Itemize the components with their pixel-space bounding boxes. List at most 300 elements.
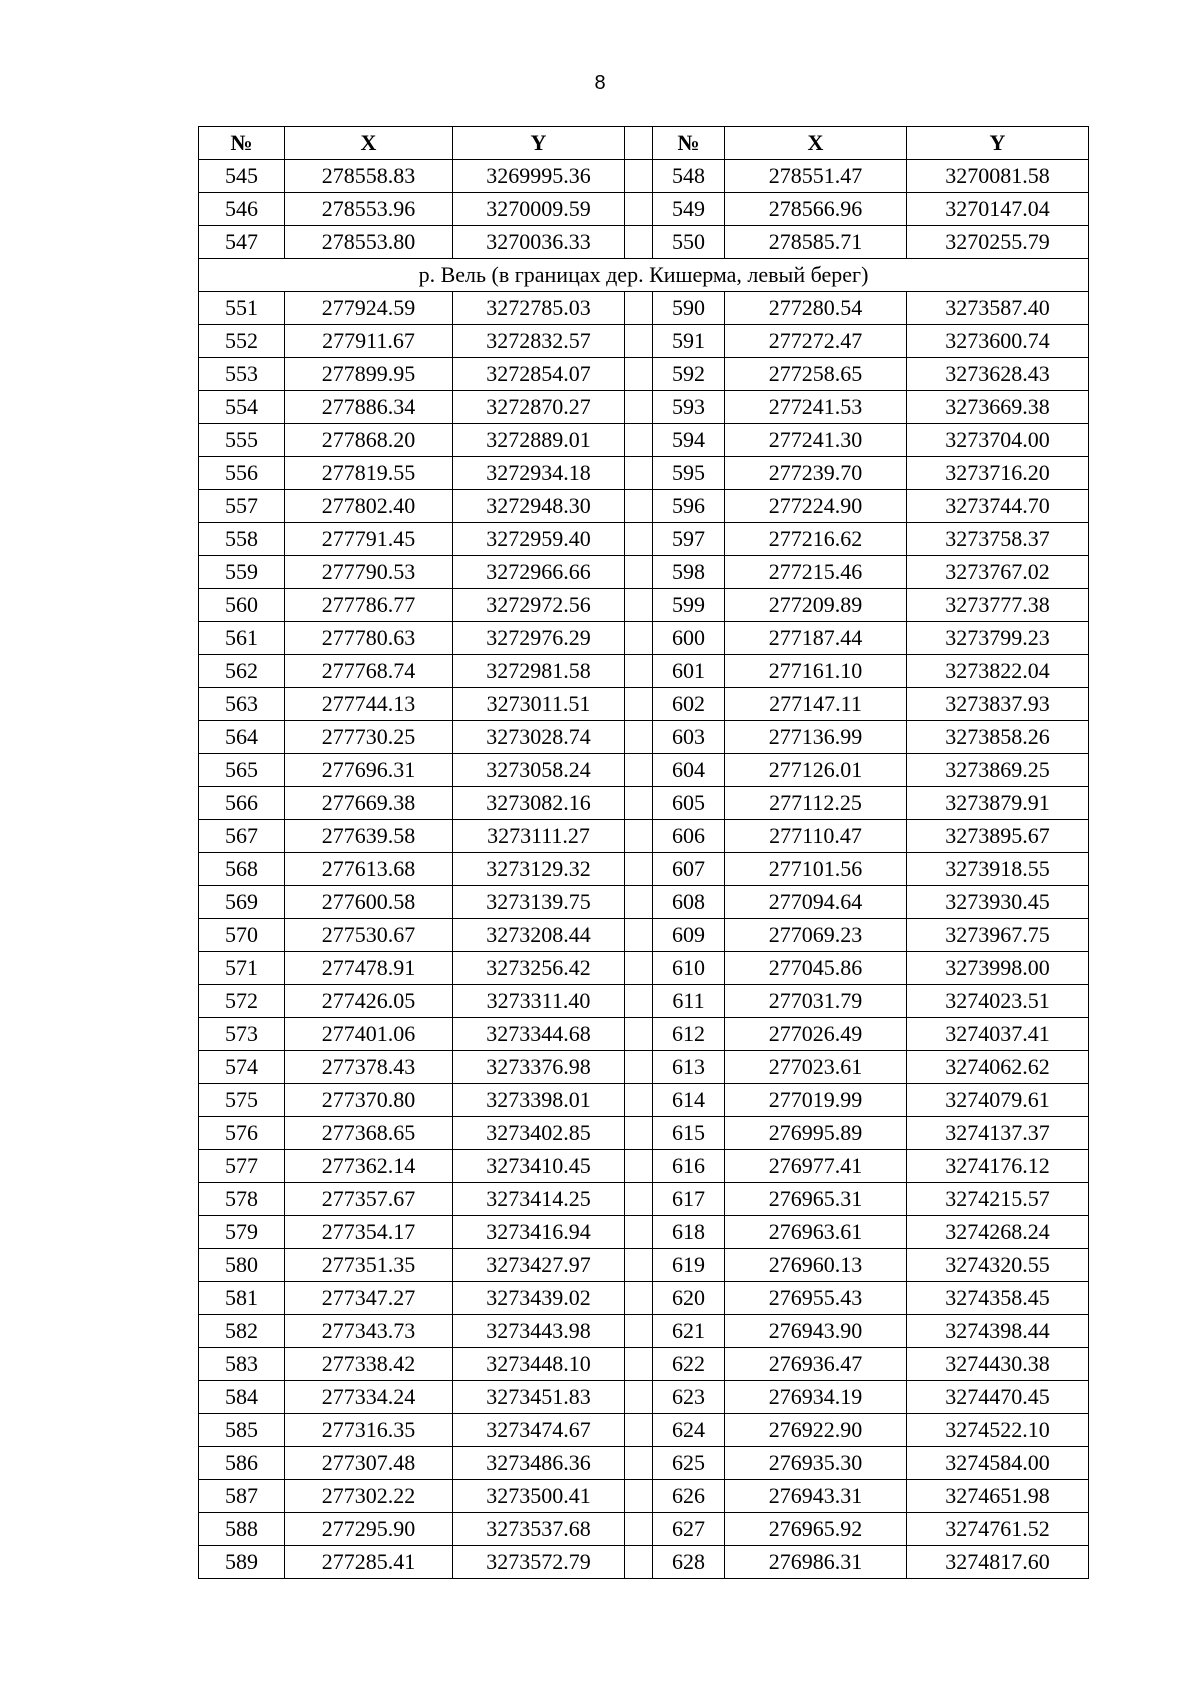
x-left: 277639.58	[285, 820, 453, 853]
point-num-right: 590	[653, 292, 725, 325]
y-left: 3273111.27	[453, 820, 625, 853]
y-left: 3272934.18	[453, 457, 625, 490]
gap-cell	[625, 1183, 653, 1216]
x-right: 277031.79	[725, 985, 907, 1018]
y-left: 3272889.01	[453, 424, 625, 457]
x-right: 277136.99	[725, 721, 907, 754]
gap-cell	[625, 490, 653, 523]
y-left: 3273058.24	[453, 754, 625, 787]
x-left: 277351.35	[285, 1249, 453, 1282]
gap-cell	[625, 721, 653, 754]
x-right: 277026.49	[725, 1018, 907, 1051]
point-num-right: 618	[653, 1216, 725, 1249]
point-num-right: 593	[653, 391, 725, 424]
point-num-left: 588	[199, 1513, 285, 1546]
y-right: 3274651.98	[907, 1480, 1089, 1513]
y-left: 3272966.66	[453, 556, 625, 589]
point-num-left: 559	[199, 556, 285, 589]
y-left: 3273028.74	[453, 721, 625, 754]
x-right: 277241.30	[725, 424, 907, 457]
point-num-left: 574	[199, 1051, 285, 1084]
gap-cell	[625, 127, 653, 160]
point-num-right: 601	[653, 655, 725, 688]
x-left: 278558.83	[285, 160, 453, 193]
table-row	[199, 952, 1089, 985]
table-row	[199, 919, 1089, 952]
x-left: 277791.45	[285, 523, 453, 556]
coordinates-table	[198, 126, 1089, 1579]
point-num-left: 569	[199, 886, 285, 919]
point-num-right: 595	[653, 457, 725, 490]
table-row	[199, 226, 1089, 259]
x-left: 277478.91	[285, 952, 453, 985]
point-num-left: 556	[199, 457, 285, 490]
point-num-right: 625	[653, 1447, 725, 1480]
x-left: 277868.20	[285, 424, 453, 457]
page-number: 8	[594, 72, 606, 94]
gap-cell	[625, 391, 653, 424]
point-num-left: 571	[199, 952, 285, 985]
point-num-left: 577	[199, 1150, 285, 1183]
x-left: 277780.63	[285, 622, 453, 655]
point-num-right: 613	[653, 1051, 725, 1084]
y-right: 3273628.43	[907, 358, 1089, 391]
y-left: 3273376.98	[453, 1051, 625, 1084]
y-right: 3274215.57	[907, 1183, 1089, 1216]
point-num-right: 602	[653, 688, 725, 721]
y-right: 3273858.26	[907, 721, 1089, 754]
x-left: 277911.67	[285, 325, 453, 358]
y-left: 3273427.97	[453, 1249, 625, 1282]
gap-cell	[625, 1051, 653, 1084]
gap-cell	[625, 886, 653, 919]
point-num-left: 563	[199, 688, 285, 721]
gap-cell	[625, 1117, 653, 1150]
table-row	[199, 1084, 1089, 1117]
point-num-right: 600	[653, 622, 725, 655]
table-row	[199, 655, 1089, 688]
gap-cell	[625, 1348, 653, 1381]
gap-cell	[625, 1414, 653, 1447]
table-row	[199, 160, 1089, 193]
gap-cell	[625, 160, 653, 193]
x-left: 277899.95	[285, 358, 453, 391]
x-right: 277258.65	[725, 358, 907, 391]
header-num-right: №	[653, 127, 725, 160]
x-right: 276986.31	[725, 1546, 907, 1579]
table-row	[199, 754, 1089, 787]
gap-cell	[625, 1249, 653, 1282]
y-right: 3270255.79	[907, 226, 1089, 259]
y-right: 3273998.00	[907, 952, 1089, 985]
y-right: 3273879.91	[907, 787, 1089, 820]
point-num-left: 557	[199, 490, 285, 523]
x-right: 277216.62	[725, 523, 907, 556]
table-body-top	[199, 160, 1089, 259]
table-row	[199, 292, 1089, 325]
x-right: 276955.43	[725, 1282, 907, 1315]
y-left: 3273082.16	[453, 787, 625, 820]
x-right: 278566.96	[725, 193, 907, 226]
x-left: 277802.40	[285, 490, 453, 523]
point-num-left: 568	[199, 853, 285, 886]
point-num-left: 570	[199, 919, 285, 952]
table-row	[199, 457, 1089, 490]
point-num-left: 579	[199, 1216, 285, 1249]
y-right: 3270147.04	[907, 193, 1089, 226]
point-num-right: 594	[653, 424, 725, 457]
gap-cell	[625, 1315, 653, 1348]
y-right: 3274062.62	[907, 1051, 1089, 1084]
x-left: 277744.13	[285, 688, 453, 721]
y-right: 3274584.00	[907, 1447, 1089, 1480]
gap-cell	[625, 226, 653, 259]
y-left: 3272785.03	[453, 292, 625, 325]
gap-cell	[625, 1480, 653, 1513]
point-num-right: 609	[653, 919, 725, 952]
point-num-right: 616	[653, 1150, 725, 1183]
gap-cell	[625, 1546, 653, 1579]
y-right: 3274023.51	[907, 985, 1089, 1018]
table-row	[199, 1249, 1089, 1282]
point-num-left: 582	[199, 1315, 285, 1348]
table-row	[199, 1018, 1089, 1051]
x-left: 277768.74	[285, 655, 453, 688]
y-left: 3273416.94	[453, 1216, 625, 1249]
y-left: 3273256.42	[453, 952, 625, 985]
x-left: 278553.96	[285, 193, 453, 226]
point-num-right: 596	[653, 490, 725, 523]
y-right: 3273716.20	[907, 457, 1089, 490]
y-right: 3273669.38	[907, 391, 1089, 424]
y-right: 3273967.75	[907, 919, 1089, 952]
header-x-right: X	[725, 127, 907, 160]
x-left: 277370.80	[285, 1084, 453, 1117]
x-left: 277378.43	[285, 1051, 453, 1084]
y-right: 3273918.55	[907, 853, 1089, 886]
point-num-left: 580	[199, 1249, 285, 1282]
y-right: 3274398.44	[907, 1315, 1089, 1348]
y-left: 3273474.67	[453, 1414, 625, 1447]
y-right: 3274037.41	[907, 1018, 1089, 1051]
table-row	[199, 325, 1089, 358]
y-right: 3274358.45	[907, 1282, 1089, 1315]
table-row	[199, 853, 1089, 886]
table-row	[199, 523, 1089, 556]
gap-cell	[625, 754, 653, 787]
gap-cell	[625, 523, 653, 556]
point-num-right: 615	[653, 1117, 725, 1150]
point-num-left: 567	[199, 820, 285, 853]
y-right: 3273767.02	[907, 556, 1089, 589]
y-left: 3273537.68	[453, 1513, 625, 1546]
x-right: 277112.25	[725, 787, 907, 820]
x-right: 277023.61	[725, 1051, 907, 1084]
y-right: 3273837.93	[907, 688, 1089, 721]
y-right: 3273895.67	[907, 820, 1089, 853]
y-left: 3272981.58	[453, 655, 625, 688]
x-right: 276995.89	[725, 1117, 907, 1150]
point-num-right: 612	[653, 1018, 725, 1051]
x-left: 277362.14	[285, 1150, 453, 1183]
point-num-left: 560	[199, 589, 285, 622]
table-row	[199, 391, 1089, 424]
y-left: 3273208.44	[453, 919, 625, 952]
x-left: 277790.53	[285, 556, 453, 589]
y-left: 3273451.83	[453, 1381, 625, 1414]
point-num-right: 603	[653, 721, 725, 754]
y-right: 3274817.60	[907, 1546, 1089, 1579]
gap-cell	[625, 919, 653, 952]
gap-cell	[625, 1150, 653, 1183]
point-num-right: 597	[653, 523, 725, 556]
point-num-left: 566	[199, 787, 285, 820]
y-left: 3273311.40	[453, 985, 625, 1018]
point-num-right: 621	[653, 1315, 725, 1348]
y-right: 3273704.00	[907, 424, 1089, 457]
y-right: 3274430.38	[907, 1348, 1089, 1381]
y-left: 3270036.33	[453, 226, 625, 259]
x-left: 277886.34	[285, 391, 453, 424]
section-title: р. Вель (в границах дер. Кишерма, левый берег)	[199, 259, 1089, 292]
point-num-left: 558	[199, 523, 285, 556]
x-right: 277215.46	[725, 556, 907, 589]
x-left: 277368.65	[285, 1117, 453, 1150]
point-num-left: 584	[199, 1381, 285, 1414]
x-left: 277347.27	[285, 1282, 453, 1315]
y-left: 3272972.56	[453, 589, 625, 622]
table-row	[199, 490, 1089, 523]
point-num-right: 628	[653, 1546, 725, 1579]
x-right: 276977.41	[725, 1150, 907, 1183]
y-left: 3273486.36	[453, 1447, 625, 1480]
x-right: 277126.01	[725, 754, 907, 787]
point-num-right: 619	[653, 1249, 725, 1282]
y-right: 3274176.12	[907, 1150, 1089, 1183]
gap-cell	[625, 424, 653, 457]
x-right: 277019.99	[725, 1084, 907, 1117]
table-row	[199, 1414, 1089, 1447]
gap-cell	[625, 1084, 653, 1117]
point-num-right: 549	[653, 193, 725, 226]
gap-cell	[625, 556, 653, 589]
table-row	[199, 193, 1089, 226]
y-right: 3274470.45	[907, 1381, 1089, 1414]
y-right: 3274761.52	[907, 1513, 1089, 1546]
x-left: 277600.58	[285, 886, 453, 919]
point-num-left: 547	[199, 226, 285, 259]
x-right: 277147.11	[725, 688, 907, 721]
table-row	[199, 787, 1089, 820]
x-right: 277209.89	[725, 589, 907, 622]
y-left: 3273398.01	[453, 1084, 625, 1117]
x-right: 276935.30	[725, 1447, 907, 1480]
y-right: 3273799.23	[907, 622, 1089, 655]
table-row	[199, 1348, 1089, 1381]
y-left: 3273572.79	[453, 1546, 625, 1579]
table-row	[199, 820, 1089, 853]
x-left: 277343.73	[285, 1315, 453, 1348]
point-num-left: 589	[199, 1546, 285, 1579]
x-right: 277280.54	[725, 292, 907, 325]
y-left: 3272976.29	[453, 622, 625, 655]
point-num-right: 606	[653, 820, 725, 853]
table-row	[199, 1150, 1089, 1183]
point-num-left: 562	[199, 655, 285, 688]
x-right: 276936.47	[725, 1348, 907, 1381]
x-right: 277101.56	[725, 853, 907, 886]
x-left: 277669.38	[285, 787, 453, 820]
y-left: 3272948.30	[453, 490, 625, 523]
point-num-left: 552	[199, 325, 285, 358]
gap-cell	[625, 820, 653, 853]
table-row	[199, 1282, 1089, 1315]
y-left: 3272854.07	[453, 358, 625, 391]
point-num-left: 545	[199, 160, 285, 193]
point-num-right: 548	[653, 160, 725, 193]
gap-cell	[625, 985, 653, 1018]
gap-cell	[625, 1282, 653, 1315]
header-num-left: №	[199, 127, 285, 160]
point-num-right: 617	[653, 1183, 725, 1216]
point-num-left: 583	[199, 1348, 285, 1381]
point-num-left: 578	[199, 1183, 285, 1216]
y-right: 3273822.04	[907, 655, 1089, 688]
x-right: 277161.10	[725, 655, 907, 688]
table-row	[199, 358, 1089, 391]
x-right: 277110.47	[725, 820, 907, 853]
y-right: 3273869.25	[907, 754, 1089, 787]
x-left: 277696.31	[285, 754, 453, 787]
point-num-left: 553	[199, 358, 285, 391]
x-left: 277357.67	[285, 1183, 453, 1216]
y-left: 3272870.27	[453, 391, 625, 424]
y-right: 3273930.45	[907, 886, 1089, 919]
point-num-left: 575	[199, 1084, 285, 1117]
table-row	[199, 1216, 1089, 1249]
gap-cell	[625, 688, 653, 721]
y-left: 3273139.75	[453, 886, 625, 919]
point-num-right: 550	[653, 226, 725, 259]
x-right: 276943.31	[725, 1480, 907, 1513]
point-num-right: 626	[653, 1480, 725, 1513]
section-row-group	[199, 259, 1089, 292]
gap-cell	[625, 1381, 653, 1414]
y-left: 3273443.98	[453, 1315, 625, 1348]
table-row	[199, 1513, 1089, 1546]
table-row	[199, 1546, 1089, 1579]
table-row	[199, 622, 1089, 655]
x-left: 277819.55	[285, 457, 453, 490]
table-body-bottom	[199, 292, 1089, 1579]
y-left: 3273500.41	[453, 1480, 625, 1513]
gap-cell	[625, 193, 653, 226]
x-left: 277302.22	[285, 1480, 453, 1513]
x-left: 278553.80	[285, 226, 453, 259]
y-right: 3273758.37	[907, 523, 1089, 556]
point-num-left: 551	[199, 292, 285, 325]
point-num-right: 622	[653, 1348, 725, 1381]
x-left: 277401.06	[285, 1018, 453, 1051]
x-left: 277426.05	[285, 985, 453, 1018]
gap-cell	[625, 1216, 653, 1249]
table-row	[199, 1381, 1089, 1414]
table-row	[199, 1051, 1089, 1084]
point-num-left: 572	[199, 985, 285, 1018]
header-row	[199, 127, 1089, 160]
point-num-right: 611	[653, 985, 725, 1018]
y-left: 3269995.36	[453, 160, 625, 193]
x-left: 277730.25	[285, 721, 453, 754]
x-right: 277224.90	[725, 490, 907, 523]
point-num-right: 591	[653, 325, 725, 358]
y-right: 3274522.10	[907, 1414, 1089, 1447]
table-row	[199, 1183, 1089, 1216]
x-right: 277069.23	[725, 919, 907, 952]
point-num-right: 604	[653, 754, 725, 787]
y-right: 3273777.38	[907, 589, 1089, 622]
gap-cell	[625, 325, 653, 358]
gap-cell	[625, 787, 653, 820]
y-right: 3270081.58	[907, 160, 1089, 193]
point-num-right: 592	[653, 358, 725, 391]
point-num-left: 576	[199, 1117, 285, 1150]
table-row	[199, 688, 1089, 721]
x-right: 277094.64	[725, 886, 907, 919]
point-num-left: 581	[199, 1282, 285, 1315]
gap-cell	[625, 1513, 653, 1546]
point-num-right: 614	[653, 1084, 725, 1117]
table-row	[199, 1480, 1089, 1513]
x-left: 277285.41	[285, 1546, 453, 1579]
x-right: 277239.70	[725, 457, 907, 490]
y-right: 3274320.55	[907, 1249, 1089, 1282]
point-num-left: 554	[199, 391, 285, 424]
y-left: 3273414.25	[453, 1183, 625, 1216]
gap-cell	[625, 457, 653, 490]
table-row	[199, 424, 1089, 457]
x-left: 277338.42	[285, 1348, 453, 1381]
x-left: 277307.48	[285, 1447, 453, 1480]
header-x-left: X	[285, 127, 453, 160]
x-right: 277272.47	[725, 325, 907, 358]
point-num-right: 598	[653, 556, 725, 589]
x-right: 276965.31	[725, 1183, 907, 1216]
x-right: 276965.92	[725, 1513, 907, 1546]
table-row	[199, 1315, 1089, 1348]
point-num-right: 610	[653, 952, 725, 985]
x-right: 277241.53	[725, 391, 907, 424]
point-num-left: 586	[199, 1447, 285, 1480]
point-num-right: 599	[653, 589, 725, 622]
y-right: 3273587.40	[907, 292, 1089, 325]
point-num-left: 565	[199, 754, 285, 787]
x-right: 276922.90	[725, 1414, 907, 1447]
x-left: 277295.90	[285, 1513, 453, 1546]
y-left: 3270009.59	[453, 193, 625, 226]
y-left: 3273439.02	[453, 1282, 625, 1315]
x-right: 278585.71	[725, 226, 907, 259]
y-left: 3273402.85	[453, 1117, 625, 1150]
header-y-left: Y	[453, 127, 625, 160]
x-right: 276960.13	[725, 1249, 907, 1282]
point-num-right: 620	[653, 1282, 725, 1315]
x-left: 277354.17	[285, 1216, 453, 1249]
table-row	[199, 589, 1089, 622]
gap-cell	[625, 622, 653, 655]
y-right: 3273744.70	[907, 490, 1089, 523]
y-left: 3273129.32	[453, 853, 625, 886]
